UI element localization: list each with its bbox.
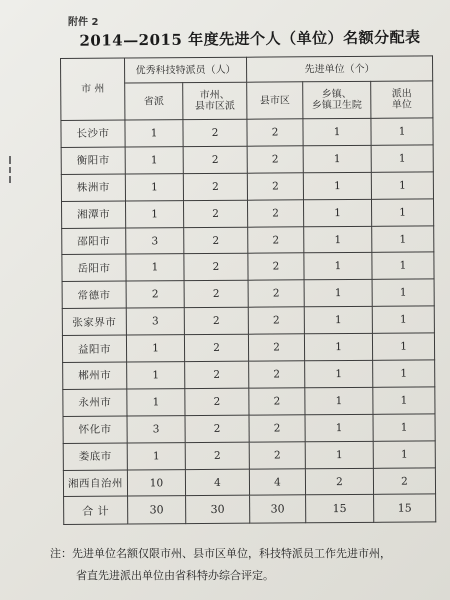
value-cell: 1 xyxy=(371,199,433,226)
value-cell: 2 xyxy=(248,280,304,307)
value-cell: 2 xyxy=(247,173,303,200)
value-cell: 1 xyxy=(303,172,371,199)
city-cell: 永州市 xyxy=(63,389,127,416)
value-cell: 2 xyxy=(184,227,248,254)
total-cell: 30 xyxy=(186,496,250,524)
value-cell: 1 xyxy=(126,254,184,281)
header-township-line1: 乡镇、 xyxy=(321,88,352,101)
table-row xyxy=(62,333,434,362)
city-cell: 衡阳市 xyxy=(61,147,125,174)
value-cell: 2 xyxy=(184,254,248,281)
table-row xyxy=(63,387,435,416)
value-cell: 1 xyxy=(305,414,373,441)
value-cell: 2 xyxy=(373,467,435,494)
value-cell: 2 xyxy=(249,441,305,468)
header-provincial: 省派 xyxy=(125,83,183,120)
value-cell: 2 xyxy=(305,468,373,495)
value-cell: 1 xyxy=(304,333,372,360)
value-cell: 2 xyxy=(247,199,303,226)
value-cell: 2 xyxy=(183,173,247,200)
binding-mark xyxy=(9,176,11,183)
value-cell: 1 xyxy=(125,200,183,227)
city-cell: 邵阳市 xyxy=(62,228,126,255)
table-row xyxy=(62,306,434,335)
footnote-line-2: 省直先进派出单位由省科特办综合评定。 xyxy=(76,569,274,582)
total-row xyxy=(64,494,436,525)
header-row-1 xyxy=(61,56,433,84)
binding-mark xyxy=(9,167,11,173)
footnote xyxy=(50,543,435,587)
value-cell: 1 xyxy=(303,145,371,172)
table-row xyxy=(62,225,434,254)
city-cell: 株洲市 xyxy=(61,174,125,201)
value-cell: 2 xyxy=(248,253,304,280)
value-cell: 1 xyxy=(372,333,434,360)
value-cell: 2 xyxy=(185,415,249,442)
total-label: 合 计 xyxy=(64,497,128,525)
value-cell: 1 xyxy=(304,280,372,307)
table-row xyxy=(61,199,433,228)
table-row xyxy=(63,414,435,443)
value-cell: 1 xyxy=(371,118,433,145)
attachment-label: 附件 2 xyxy=(68,17,99,28)
value-cell: 1 xyxy=(127,389,185,416)
value-cell: 1 xyxy=(305,360,373,387)
table-row xyxy=(62,252,434,281)
value-cell: 1 xyxy=(304,253,372,280)
value-cell: 1 xyxy=(125,120,183,147)
city-cell: 益阳市 xyxy=(62,335,126,362)
value-cell: 1 xyxy=(303,118,371,145)
value-cell: 1 xyxy=(372,252,434,279)
value-cell: 4 xyxy=(185,469,249,496)
value-cell: 1 xyxy=(305,441,373,468)
allocation-table xyxy=(60,55,436,525)
header-city-county-line2: 县市区派 xyxy=(194,100,235,113)
value-cell: 2 xyxy=(126,281,184,308)
table-row xyxy=(62,279,434,308)
table-row xyxy=(63,441,435,470)
table-row xyxy=(63,467,435,496)
header-group-unit: 先进单位（个） xyxy=(246,56,432,82)
header-city: 市 州 xyxy=(61,58,125,120)
city-cell: 湘潭市 xyxy=(61,201,125,228)
city-cell: 岳阳市 xyxy=(62,254,126,281)
value-cell: 1 xyxy=(373,387,435,414)
header-township xyxy=(303,81,371,118)
header-dispatch-line2: 单位 xyxy=(391,99,412,111)
value-cell: 2 xyxy=(247,146,303,173)
value-cell: 2 xyxy=(185,361,249,388)
total-cell: 15 xyxy=(306,495,374,523)
value-cell: 2 xyxy=(183,146,247,173)
value-cell: 10 xyxy=(127,469,185,496)
footnote-line-1: 注：先进单位名额仅限市州、县市区单位，科技特派员工作先进市州， xyxy=(50,547,391,560)
city-cell: 郴州市 xyxy=(63,362,127,389)
value-cell: 2 xyxy=(183,119,247,146)
header-city-county-line1: 市州、 xyxy=(199,89,230,102)
header-dispatch xyxy=(371,81,433,118)
value-cell: 2 xyxy=(185,388,249,415)
value-cell: 2 xyxy=(184,307,248,334)
value-cell: 1 xyxy=(304,307,372,334)
value-cell: 2 xyxy=(249,415,305,442)
value-cell: 1 xyxy=(372,279,434,306)
value-cell: 3 xyxy=(127,415,185,442)
value-cell: 2 xyxy=(184,281,248,308)
value-cell: 2 xyxy=(184,334,248,361)
binding-mark xyxy=(9,156,11,164)
header-group-individual: 优秀科技特派员（人） xyxy=(125,57,247,83)
header-township-line2: 乡镇卫生院 xyxy=(311,99,362,112)
total-cell: 30 xyxy=(250,495,306,523)
value-cell: 2 xyxy=(185,442,249,469)
value-cell: 1 xyxy=(303,199,371,226)
value-cell: 1 xyxy=(126,335,184,362)
value-cell: 1 xyxy=(373,414,435,441)
value-cell: 2 xyxy=(247,119,303,146)
value-cell: 1 xyxy=(127,362,185,389)
value-cell: 2 xyxy=(248,226,304,253)
value-cell: 2 xyxy=(248,307,304,334)
city-cell: 娄底市 xyxy=(63,443,127,470)
total-cell: 30 xyxy=(128,496,186,524)
total-cell: 15 xyxy=(374,494,436,522)
value-cell: 1 xyxy=(371,145,433,172)
city-cell: 怀化市 xyxy=(63,416,127,443)
value-cell: 1 xyxy=(125,147,183,174)
value-cell: 2 xyxy=(249,388,305,415)
value-cell: 1 xyxy=(305,387,373,414)
city-cell: 湘西自治州 xyxy=(63,470,127,497)
value-cell: 1 xyxy=(304,226,372,253)
value-cell: 2 xyxy=(249,361,305,388)
value-cell: 2 xyxy=(248,334,304,361)
value-cell: 1 xyxy=(372,306,434,333)
page-title: 2014—2015 年度先进个人（单位）名额分配表 xyxy=(79,28,421,50)
value-cell: 1 xyxy=(125,173,183,200)
table-row xyxy=(61,145,433,174)
table-row xyxy=(61,172,433,201)
table-row xyxy=(61,118,433,147)
value-cell: 1 xyxy=(373,360,435,387)
table-row xyxy=(63,360,435,389)
value-cell: 3 xyxy=(126,308,184,335)
value-cell: 4 xyxy=(249,468,305,495)
value-cell: 2 xyxy=(183,200,247,227)
city-cell: 张家界市 xyxy=(62,308,126,335)
value-cell: 1 xyxy=(371,172,433,199)
header-dispatch-line1: 派出 xyxy=(391,88,412,100)
header-county: 县市区 xyxy=(247,82,303,119)
value-cell: 1 xyxy=(373,441,435,468)
city-cell: 常德市 xyxy=(62,281,126,308)
value-cell: 1 xyxy=(372,225,434,252)
value-cell: 1 xyxy=(127,442,185,469)
header-city-county xyxy=(183,82,247,119)
city-cell: 长沙市 xyxy=(61,120,125,147)
value-cell: 3 xyxy=(126,227,184,254)
